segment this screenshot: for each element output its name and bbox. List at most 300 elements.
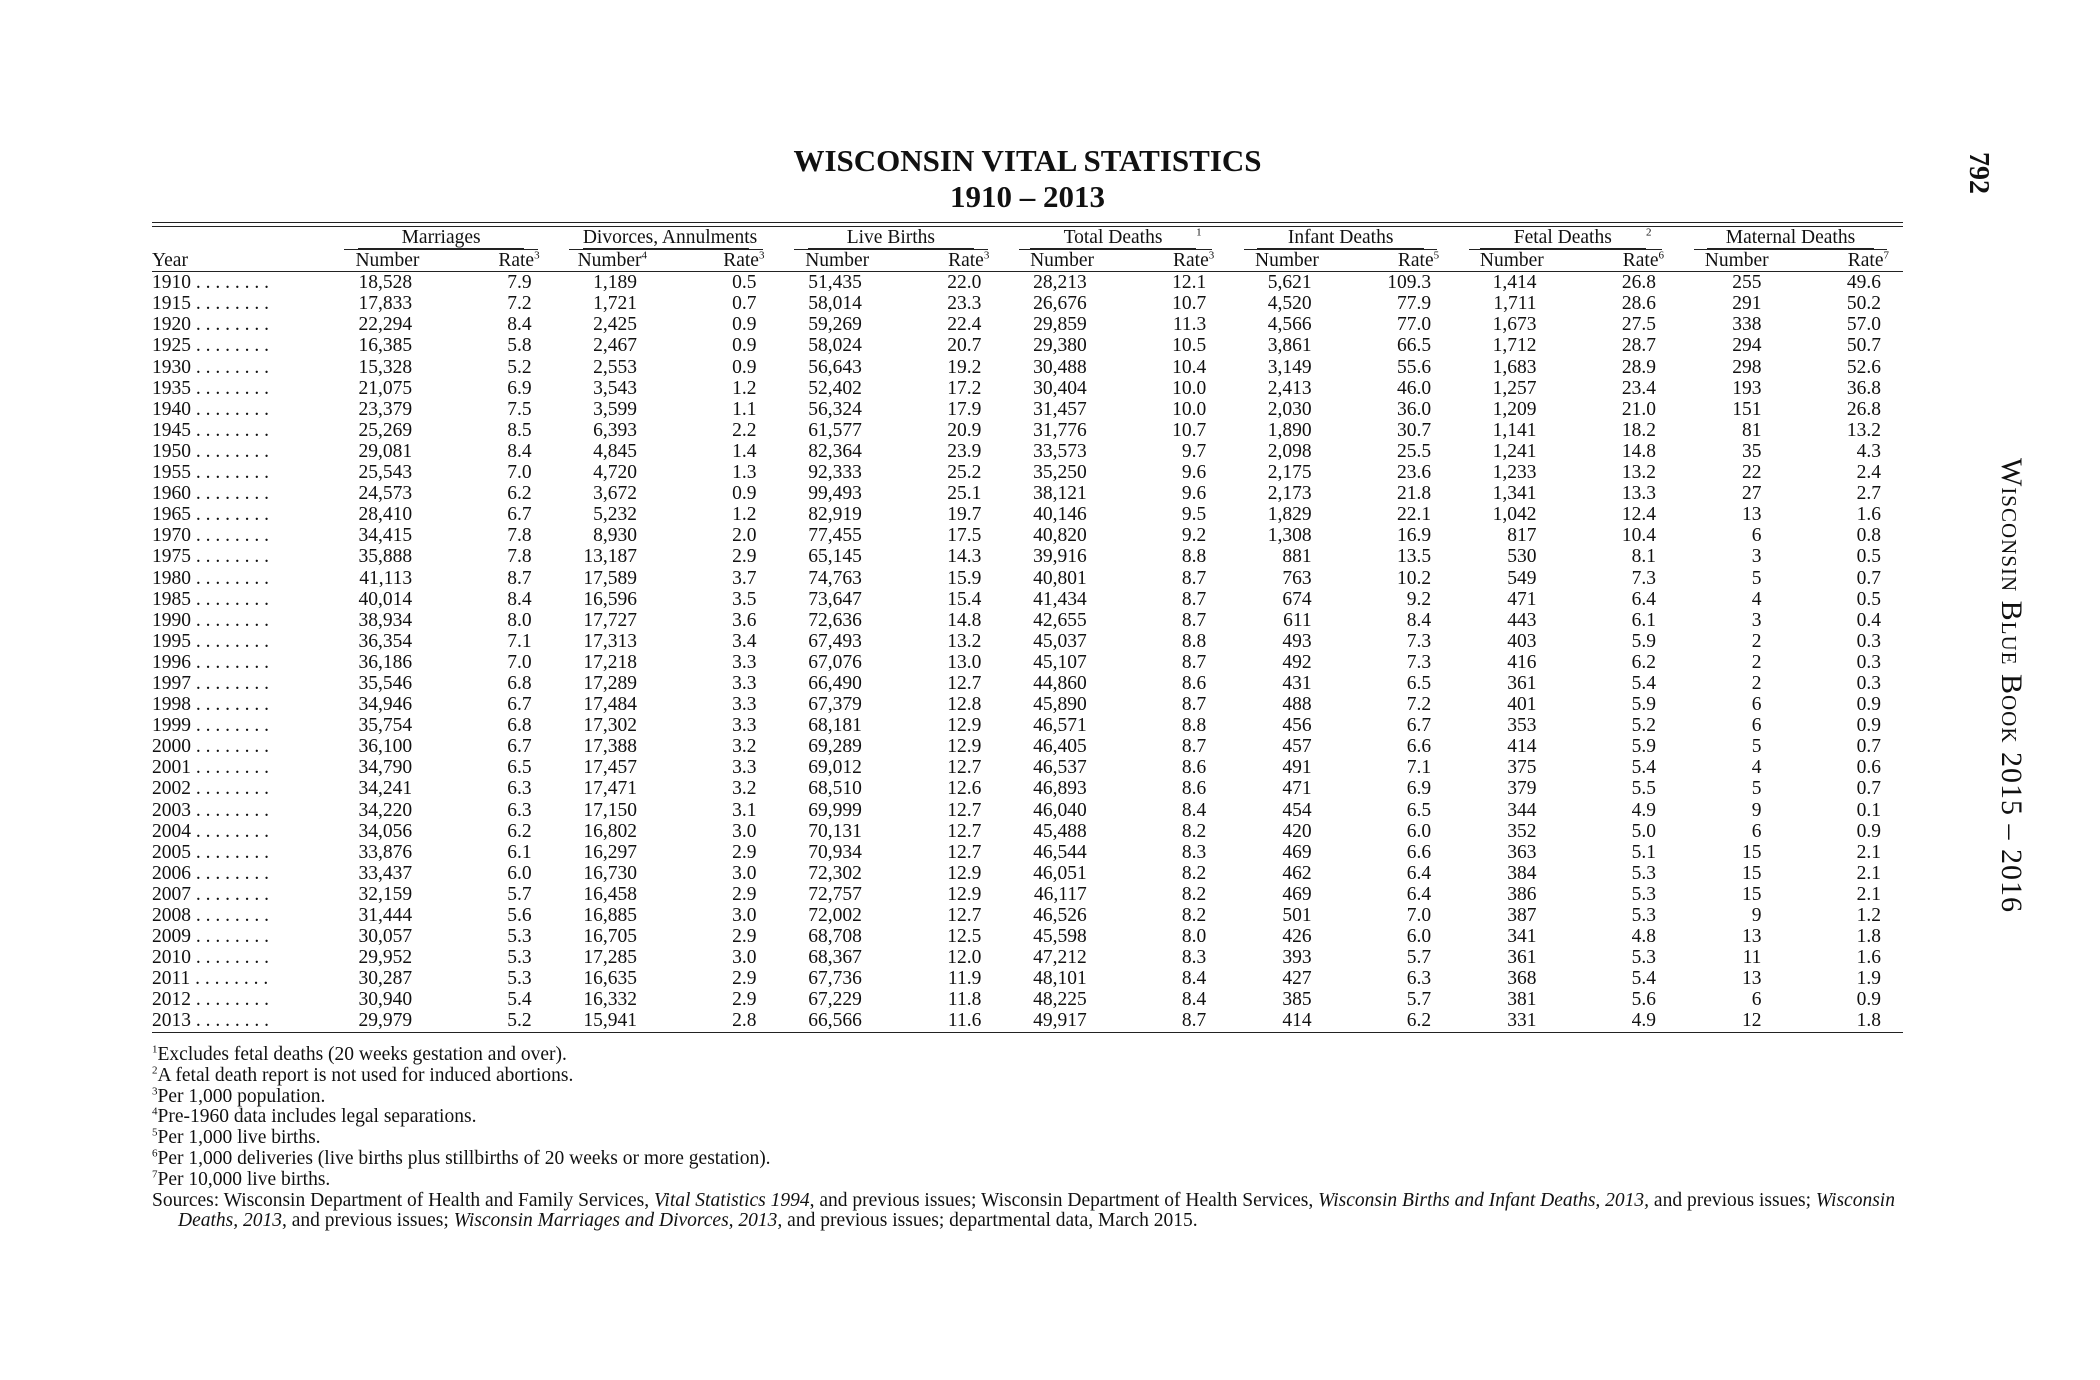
rate-cell: 13.2 <box>1621 462 1656 484</box>
year-value: 1960 <box>152 483 191 505</box>
number-cell: 17,471 <box>583 778 638 800</box>
number-label: Number <box>805 250 870 272</box>
year-value: 1995 <box>152 630 191 652</box>
rate-footnote-ref: 3 <box>1208 249 1215 262</box>
rate-cell: 36.8 <box>1846 377 1881 399</box>
rate-cell: 13.2 <box>1846 419 1881 441</box>
sources-title-3: Wisconsin Deaths, 2013 <box>178 1189 1895 1232</box>
number-cell: 611 <box>1283 609 1312 631</box>
dot-leader: . . . . . . . . <box>191 757 269 779</box>
rate-footnote-ref: 3 <box>983 249 990 262</box>
rate-cell: 13.0 <box>947 651 982 673</box>
rate-cell: 18.2 <box>1621 419 1656 441</box>
rate-cell: 21.0 <box>1621 398 1656 420</box>
rate-cell: 12.7 <box>947 799 982 821</box>
rate-cell: 6.2 <box>1346 1010 1453 1032</box>
rate-cell: 2.7 <box>1856 483 1881 505</box>
group-header-spacer <box>152 227 329 251</box>
year-value: 1920 <box>152 314 191 336</box>
rate-cell: 2.0 <box>732 525 757 547</box>
dot-leader: . . . . . . . . <box>191 314 269 336</box>
table-row <box>152 546 1903 567</box>
rate-cell: 4.9 <box>1631 799 1656 821</box>
year-value: 2009 <box>152 926 191 948</box>
number-cell: 8,930 <box>593 525 638 547</box>
rate-cell: 5.3 <box>1631 883 1656 905</box>
number-cell: 13 <box>1741 504 1762 526</box>
number-column-header <box>778 250 895 272</box>
year-cell <box>152 420 329 441</box>
number-label: Number <box>1030 250 1094 272</box>
rate-cell: 8.7 <box>1181 609 1207 631</box>
number-cell: 48,225 <box>1033 989 1087 1011</box>
rate-cell: 8.4 <box>1181 799 1207 821</box>
dot-leader: . . . . . . . . <box>191 926 269 948</box>
rate-cell: 5.4 <box>507 989 532 1011</box>
rate-cell: 27.5 <box>1621 314 1656 336</box>
group-label-text: Fetal Deaths <box>1480 227 1646 249</box>
number-cell: 17,388 <box>583 736 638 758</box>
rate-cell: 0.9 <box>1856 715 1881 737</box>
rate-cell: 23.6 <box>1396 462 1432 484</box>
rate-cell: 19.7 <box>947 504 982 526</box>
rate-column-header <box>1121 250 1228 272</box>
table-row <box>152 504 1903 525</box>
rate-cell: 6.5 <box>1406 672 1432 694</box>
number-cell: 45,598 <box>1033 926 1087 948</box>
table-row <box>152 968 1903 989</box>
number-cell: 6 <box>1751 715 1762 737</box>
number-cell: 341 <box>1507 926 1537 948</box>
rate-cell: 2.9 <box>732 968 757 990</box>
rate-cell: 0.7 <box>1856 736 1881 758</box>
rate-cell: 6.2 <box>507 483 532 505</box>
rate-cell: 0.5 <box>1856 588 1881 610</box>
footnote <box>152 1066 1903 1087</box>
year-cell <box>152 483 329 504</box>
number-column-header <box>1453 250 1570 272</box>
number-cell: 1,711 <box>1493 293 1537 315</box>
number-label: Number <box>577 250 642 272</box>
year-value: 2002 <box>152 778 191 800</box>
year-cell <box>152 441 329 462</box>
rate-cell: 5.9 <box>1631 694 1656 716</box>
number-cell: 46,537 <box>1033 757 1087 779</box>
footnote-marker: 2 <box>152 1064 158 1077</box>
year-value: 2001 <box>152 757 191 779</box>
rate-cell: 3.0 <box>732 905 757 926</box>
number-cell: 66,490 <box>808 672 862 694</box>
number-cell: 23,379 <box>358 398 413 420</box>
dot-leader: . . . . . . . . <box>191 1010 269 1032</box>
number-cell: 674 <box>1282 588 1312 610</box>
dot-leader: . . . . . . . . <box>191 335 269 357</box>
rate-cell: 5.5 <box>1631 778 1656 800</box>
number-cell: 344 <box>1507 799 1537 821</box>
number-cell: 763 <box>1282 567 1312 589</box>
number-cell: 41,434 <box>1033 588 1087 610</box>
rate-cell: 0.9 <box>732 314 757 336</box>
year-column-header: Year <box>152 250 329 272</box>
rate-cell: 1.2 <box>732 504 757 526</box>
year-cell <box>152 525 329 546</box>
dot-leader: . . . . . . . . <box>191 630 269 652</box>
dot-leader: . . . . . . . . <box>191 546 269 568</box>
number-cell: 426 <box>1282 926 1312 948</box>
sources-text-4: , and previous issues; <box>282 1210 454 1232</box>
number-cell: 17,833 <box>358 293 413 315</box>
rate-cell: 6.3 <box>507 799 532 821</box>
number-cell: 1,683 <box>1492 356 1537 378</box>
rate-cell: 66.5 <box>1396 335 1432 357</box>
rate-label: Rate <box>1172 250 1209 272</box>
number-cell: 17,313 <box>583 630 638 652</box>
number-cell: 82,364 <box>808 440 862 462</box>
number-cell: 30,404 <box>1033 377 1087 399</box>
rate-cell: 8.7 <box>1181 567 1207 589</box>
number-cell: 67,736 <box>808 968 862 990</box>
number-cell: 51,435 <box>808 272 862 294</box>
table-row <box>152 800 1903 821</box>
rate-cell: 12.6 <box>947 778 982 800</box>
rate-cell: 57.0 <box>1846 314 1881 336</box>
sources-title-2: Wisconsin Births and Infant Deaths, 2013, <box>1318 1189 1650 1211</box>
rate-cell: 50.2 <box>1846 293 1881 315</box>
rate-cell: 7.8 <box>507 525 532 547</box>
number-cell: 4,845 <box>593 440 638 462</box>
table-row <box>152 610 1903 631</box>
number-footnote-ref: 4 <box>641 249 647 262</box>
number-cell: 35,250 <box>1033 462 1087 484</box>
year-cell <box>152 610 329 631</box>
number-cell: 2 <box>1751 672 1762 694</box>
number-cell: 45,890 <box>1033 694 1087 716</box>
table-row <box>152 631 1903 652</box>
rate-footnote-ref: 5 <box>1433 249 1440 262</box>
table-row <box>152 1010 1903 1032</box>
group-label-text: Maternal Deaths <box>1707 227 1873 249</box>
year-cell <box>152 504 329 525</box>
rate-cell: 3.0 <box>732 947 757 969</box>
dot-leader: . . . . . . . . <box>191 377 269 399</box>
rate-column-header <box>1346 250 1453 272</box>
number-cell: 38,934 <box>358 609 413 631</box>
number-cell: 401 <box>1507 694 1537 716</box>
rate-cell: 5.3 <box>1631 905 1656 926</box>
rate-cell: 2.1 <box>1856 841 1881 863</box>
rate-cell: 0.9 <box>732 335 757 357</box>
year-value: 2008 <box>152 905 191 926</box>
group-header <box>1003 227 1228 251</box>
rate-cell: 1.3 <box>732 462 757 484</box>
year-cell <box>152 293 329 314</box>
year-cell <box>152 926 329 947</box>
number-cell: 33,437 <box>358 862 413 884</box>
number-cell: 393 <box>1282 947 1312 969</box>
group-label-text: Live Births <box>808 227 974 249</box>
rate-cell: 7.2 <box>507 293 532 315</box>
rate-cell: 7.1 <box>1406 757 1432 779</box>
year-cell <box>152 589 329 610</box>
table-row <box>152 272 1903 294</box>
rate-cell: 9.2 <box>1181 525 1207 547</box>
dot-leader: . . . . . . . . <box>191 989 269 1011</box>
year-cell <box>152 631 329 652</box>
year-cell <box>152 947 329 968</box>
number-cell: 387 <box>1507 905 1537 926</box>
rate-cell: 8.7 <box>1181 651 1207 673</box>
rate-cell: 0.7 <box>1856 778 1881 800</box>
number-cell: 331 <box>1453 1010 1570 1032</box>
rate-cell: 7.3 <box>1631 567 1656 589</box>
number-cell: 41,113 <box>359 567 413 589</box>
number-cell: 15 <box>1741 883 1762 905</box>
number-cell: 414 <box>1507 736 1537 758</box>
page-number: 792 <box>1963 152 1994 194</box>
year-value: 2007 <box>152 883 191 905</box>
table-row <box>152 293 1903 314</box>
number-cell: 431 <box>1282 672 1312 694</box>
number-cell: 385 <box>1282 989 1312 1011</box>
rate-cell: 10.0 <box>1172 398 1207 420</box>
rate-cell: 8.7 <box>1121 1010 1228 1032</box>
rate-cell: 6.8 <box>507 672 532 694</box>
rate-cell: 25.5 <box>1396 440 1432 462</box>
footnote-text: A fetal death report is not used for induced abortions. <box>157 1064 574 1086</box>
group-header <box>554 227 779 251</box>
group-header-label <box>344 227 537 250</box>
rate-column-header <box>446 250 553 272</box>
year-value: 2012 <box>152 989 191 1011</box>
number-cell: 46,526 <box>1033 905 1087 926</box>
rate-cell: 5.4 <box>1631 672 1656 694</box>
rate-cell: 8.7 <box>1181 694 1207 716</box>
rate-cell: 12.5 <box>947 926 982 948</box>
number-column-header <box>329 250 446 272</box>
rate-cell: 12.9 <box>947 715 982 737</box>
rate-cell: 3.2 <box>732 778 757 800</box>
year-value: 2000 <box>152 736 191 758</box>
number-cell: 27 <box>1741 483 1762 505</box>
number-cell: 5 <box>1751 567 1762 589</box>
rate-cell: 52.6 <box>1846 356 1881 378</box>
number-cell: 1,141 <box>1492 419 1537 441</box>
rate-cell: 8.8 <box>1181 630 1207 652</box>
number-cell: 530 <box>1507 546 1537 568</box>
year-value: 1975 <box>152 546 191 568</box>
rate-cell: 5.2 <box>1631 715 1656 737</box>
rate-cell: 5.4 <box>1631 757 1656 779</box>
running-head: Wisconsin Blue Book 2015 – 2016 <box>1995 458 2028 914</box>
rate-cell: 6.4 <box>1631 588 1656 610</box>
table-row <box>152 420 1903 441</box>
rate-cell: 12.1 <box>1172 272 1207 294</box>
rate-cell: 15.9 <box>947 567 982 589</box>
number-cell: 99,493 <box>808 483 862 505</box>
sources-title-1: Vital Statistics 1994 <box>653 1189 810 1211</box>
number-cell: 3,599 <box>593 398 638 420</box>
rate-cell: 10.7 <box>1172 419 1207 441</box>
footnotes-section <box>152 1045 1903 1232</box>
rate-cell: 0.9 <box>1856 820 1881 842</box>
number-cell: 493 <box>1282 630 1312 652</box>
year-cell <box>152 357 329 378</box>
footnote-text: Excludes fetal deaths (20 weeks gestation and over). <box>157 1044 567 1065</box>
rate-cell: 6.7 <box>507 736 532 758</box>
rate-cell: 7.5 <box>507 398 532 420</box>
rate-cell: 10.7 <box>1172 293 1207 315</box>
rate-label: Rate <box>948 250 984 272</box>
number-cell: 31,457 <box>1033 398 1087 420</box>
footnote-marker: 1 <box>152 1043 158 1056</box>
number-cell: 471 <box>1507 588 1537 610</box>
number-cell: 386 <box>1507 883 1537 905</box>
rate-cell: 30.7 <box>1396 419 1432 441</box>
dot-leader: . . . . . . . . <box>191 841 269 863</box>
number-cell: 1,341 <box>1492 483 1537 505</box>
number-cell: 33,573 <box>1033 440 1087 462</box>
footnote-marker: 3 <box>152 1085 158 1098</box>
rate-cell: 12.7 <box>947 820 982 842</box>
number-cell: 12 <box>1678 1010 1795 1032</box>
rate-cell: 5.7 <box>1406 947 1432 969</box>
rate-footnote-ref: 6 <box>1658 249 1664 262</box>
rate-cell: 1.6 <box>1856 947 1881 969</box>
table-row <box>152 757 1903 778</box>
year-cell <box>152 715 329 736</box>
rate-cell: 2.9 <box>732 926 757 948</box>
rate-cell: 12.9 <box>947 883 982 905</box>
rate-cell: 6.1 <box>507 841 532 863</box>
rate-cell: 5.9 <box>1631 736 1656 758</box>
number-cell: 3 <box>1751 609 1762 631</box>
rate-cell: 4.9 <box>1571 1010 1678 1032</box>
rate-cell: 0.4 <box>1856 609 1881 631</box>
number-cell: 46,040 <box>1033 799 1087 821</box>
number-cell: 3,861 <box>1267 335 1312 357</box>
rate-cell: 13.5 <box>1396 546 1432 568</box>
table-row <box>152 989 1903 1010</box>
number-cell: 471 <box>1282 778 1312 800</box>
number-cell: 56,643 <box>808 356 862 378</box>
number-cell: 46,544 <box>1033 841 1087 863</box>
number-cell: 379 <box>1507 778 1537 800</box>
year-value: 2005 <box>152 841 191 863</box>
rate-cell: 6.5 <box>507 757 532 779</box>
number-cell: 17,302 <box>583 715 638 737</box>
number-cell: 384 <box>1507 862 1537 884</box>
sources-note <box>152 1191 1903 1233</box>
rate-cell: 2.9 <box>732 989 757 1011</box>
rate-column-header <box>671 250 778 272</box>
sources-prefix: Sources: Wisconsin Department of Health and Family Services, <box>152 1189 654 1211</box>
rate-cell: 12.9 <box>947 862 982 884</box>
rate-cell: 6.4 <box>1406 862 1432 884</box>
year-cell <box>152 905 329 926</box>
number-cell: 16,332 <box>583 989 638 1011</box>
rate-cell: 6.2 <box>507 820 532 842</box>
rate-cell: 3.3 <box>732 715 757 737</box>
rate-cell: 8.7 <box>507 567 532 589</box>
rate-footnote-ref: 7 <box>1883 249 1889 262</box>
rate-cell: 6.6 <box>1406 841 1432 863</box>
number-cell: 35 <box>1741 440 1762 462</box>
rate-cell: 0.3 <box>1856 672 1881 694</box>
rate-cell: 0.9 <box>1856 989 1881 1011</box>
rate-cell: 3.5 <box>732 588 757 610</box>
rate-cell: 11.8 <box>947 989 982 1011</box>
rate-cell: 19.2 <box>947 356 982 378</box>
dot-leader: . . . . . . . . <box>191 567 269 589</box>
year-cell <box>152 694 329 715</box>
number-cell: 29,979 <box>329 1010 446 1032</box>
dot-leader: . . . . . . . . <box>191 483 269 505</box>
rate-cell: 23.3 <box>947 293 982 315</box>
number-cell: 42,655 <box>1033 609 1087 631</box>
table-row <box>152 715 1903 736</box>
number-cell: 45,488 <box>1033 820 1087 842</box>
rate-cell: 9.7 <box>1181 440 1207 462</box>
rate-cell: 5.3 <box>507 926 532 948</box>
dot-leader: . . . . . . . . <box>191 419 269 441</box>
number-cell: 6 <box>1751 820 1762 842</box>
rate-cell: 3.3 <box>732 694 757 716</box>
number-cell: 92,333 <box>808 462 862 484</box>
number-cell: 59,269 <box>808 314 862 336</box>
rate-cell: 8.0 <box>1181 926 1207 948</box>
number-cell: 6,393 <box>593 419 638 441</box>
rate-cell: 6.0 <box>1406 820 1432 842</box>
rate-cell: 3.6 <box>732 609 757 631</box>
year-cell <box>152 757 329 778</box>
sources-title-4: Wisconsin Marriages and Divorces, 2013, <box>453 1210 783 1232</box>
rate-cell: 12.7 <box>947 757 982 779</box>
year-value: 1930 <box>152 356 191 378</box>
number-cell: 35,888 <box>358 546 413 568</box>
number-cell: 72,302 <box>808 862 862 884</box>
dot-leader: . . . . . . . . <box>191 588 269 610</box>
number-cell: 416 <box>1507 651 1537 673</box>
rate-cell: 10.4 <box>1172 356 1207 378</box>
rate-cell: 6.8 <box>507 715 532 737</box>
year-cell <box>152 272 329 294</box>
number-cell: 73,647 <box>808 588 862 610</box>
number-cell: 414 <box>1228 1010 1345 1032</box>
number-cell: 2,098 <box>1267 440 1312 462</box>
group-header-label <box>569 227 762 250</box>
number-cell: 881 <box>1282 546 1312 568</box>
number-cell: 70,131 <box>808 820 862 842</box>
rate-cell: 12.0 <box>947 947 982 969</box>
number-label: Number <box>1254 250 1319 272</box>
number-column-header <box>1228 250 1345 272</box>
number-cell: 4 <box>1751 588 1762 610</box>
rate-cell: 10.2 <box>1396 567 1432 589</box>
year-cell <box>152 884 329 905</box>
footnote <box>152 1087 1903 1108</box>
number-cell: 18,528 <box>358 272 413 294</box>
number-cell: 3,149 <box>1267 356 1312 378</box>
number-cell: 3,543 <box>593 377 638 399</box>
rate-cell: 28.9 <box>1621 356 1656 378</box>
number-cell: 2,467 <box>593 335 638 357</box>
number-cell: 45,037 <box>1033 630 1087 652</box>
number-cell: 46,117 <box>1033 883 1087 905</box>
year-value: 1990 <box>152 609 191 631</box>
number-cell: 1,673 <box>1492 314 1537 336</box>
number-cell: 39,916 <box>1033 546 1087 568</box>
number-cell: 17,457 <box>583 757 638 779</box>
